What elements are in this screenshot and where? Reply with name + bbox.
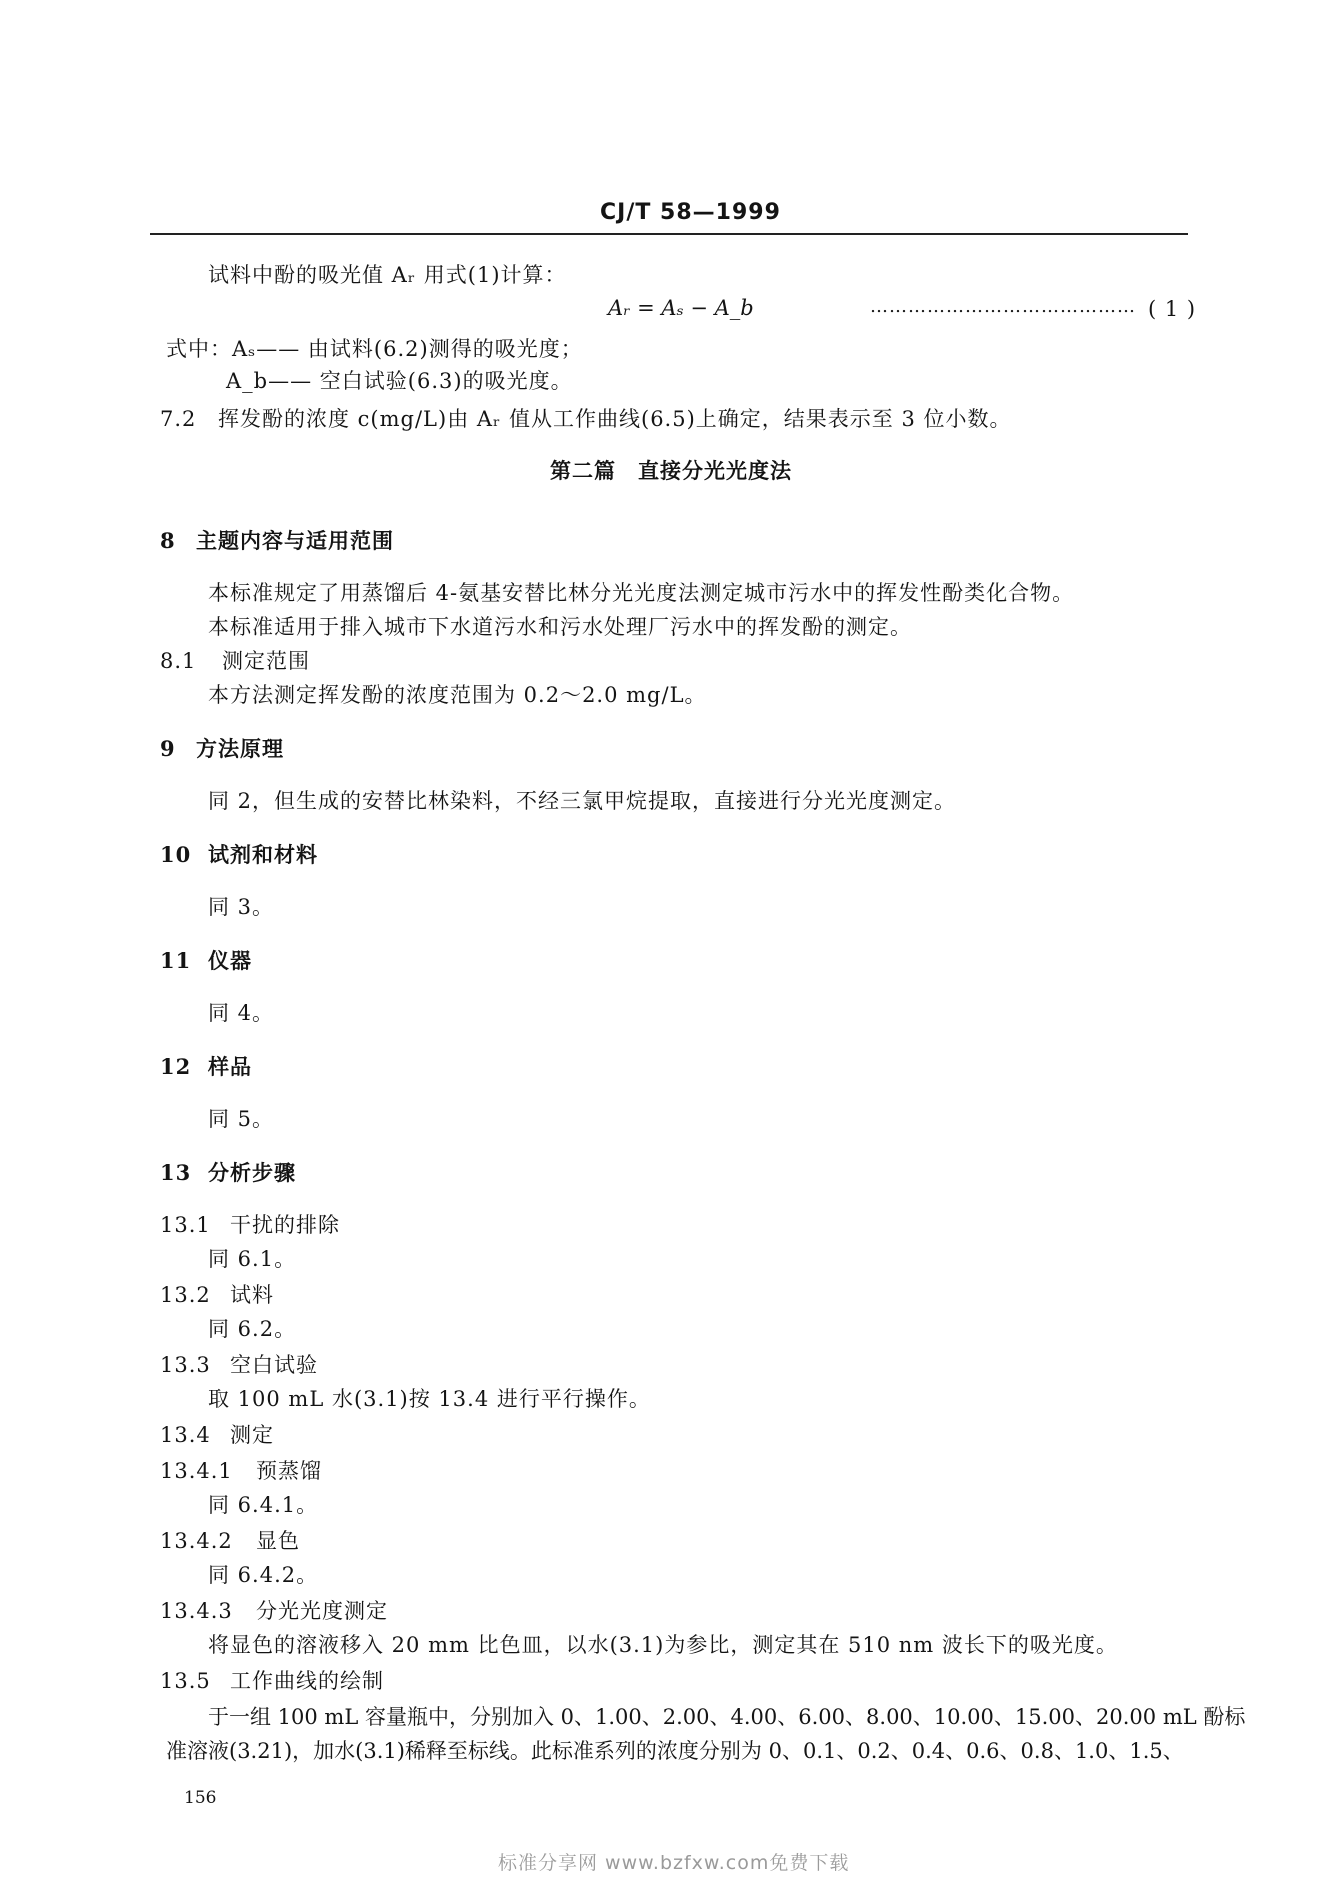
section-13-4-3-text: 将显色的溶液移入 20 mm 比色皿，以水(3.1)为参比，测定其在 510 nm 波长下的吸光度。 bbox=[208, 1633, 1118, 1657]
section-13-4-1-title: 预蒸馏 bbox=[256, 1459, 322, 1483]
section-13-1-text: 同 6.1。 bbox=[208, 1247, 297, 1271]
section-13-4-1-number: 13.4.1 bbox=[160, 1459, 233, 1483]
section-7-2-text: 挥发酚的浓度 c(mg/L)由 Aᵣ 值从工作曲线(6.5)上确定，结果表示至 3 位小数。 bbox=[218, 407, 1012, 431]
section-7-2-number: 7.2 bbox=[160, 407, 197, 431]
section-13-4-2-title: 显色 bbox=[256, 1529, 300, 1553]
section-8-paragraph-2: 本标准适用于排入城市下水道污水和污水处理厂污水中的挥发酚的测定。 bbox=[208, 615, 912, 639]
section-8-1-text: 本方法测定挥发酚的浓度范围为 0.2～2.0 mg/L。 bbox=[208, 683, 707, 707]
section-8-paragraph-1: 本标准规定了用蒸馏后 4-氨基安替比林分光光度法测定城市污水中的挥发性酚类化合物。 bbox=[208, 581, 1075, 605]
formula-leader-dots: …………………………………… bbox=[870, 296, 1136, 317]
section-13-4-3-title: 分光光度测定 bbox=[256, 1599, 388, 1623]
section-9-number: 9 bbox=[160, 736, 176, 761]
section-12-text: 同 5。 bbox=[208, 1107, 275, 1131]
section-13-title: 分析步骤 bbox=[208, 1160, 296, 1185]
section-13-5-line-1: 于一组 100 mL 容量瓶中，分别加入 0、1.00、2.00、4.00、6.00、8.00、10.00、15.00、20.00 mL 酚标 bbox=[208, 1705, 1246, 1729]
formula-where-2: A_b—— 空白试验(6.3)的吸光度。 bbox=[226, 369, 573, 393]
section-10-text: 同 3。 bbox=[208, 895, 275, 919]
section-13-2-text: 同 6.2。 bbox=[208, 1317, 297, 1341]
section-13-3-title: 空白试验 bbox=[230, 1353, 318, 1377]
section-13-4-1-text: 同 6.4.1。 bbox=[208, 1493, 319, 1517]
part-title: 第二篇 直接分光光度法 bbox=[550, 458, 792, 483]
section-10-number: 10 bbox=[160, 842, 192, 867]
section-13-4-2-text: 同 6.4.2。 bbox=[208, 1563, 319, 1587]
header-divider bbox=[150, 233, 1188, 235]
section-13-4-title: 测定 bbox=[230, 1423, 274, 1447]
formula-number: ( 1 ) bbox=[1148, 297, 1197, 321]
section-8-1-number: 8.1 bbox=[160, 649, 197, 673]
section-13-3-text: 取 100 mL 水(3.1)按 13.4 进行平行操作。 bbox=[208, 1387, 651, 1411]
section-13-1-title: 干扰的排除 bbox=[230, 1213, 340, 1237]
formula-intro: 试料中酚的吸光值 Aᵣ 用式(1)计算： bbox=[208, 263, 567, 287]
section-8-number: 8 bbox=[160, 528, 176, 553]
standard-code: CJ/T 58—1999 bbox=[600, 200, 781, 225]
section-8-1-title: 测定范围 bbox=[222, 649, 310, 673]
formula-equation: Aᵣ = Aₛ − A_b bbox=[608, 296, 754, 320]
section-10-title: 试剂和材料 bbox=[208, 842, 318, 867]
section-11-text: 同 4。 bbox=[208, 1001, 275, 1025]
section-13-2-title: 试料 bbox=[230, 1283, 274, 1307]
formula-where-1: 式中：Aₛ—— 由试料(6.2)测得的吸光度； bbox=[166, 337, 583, 361]
section-13-4-3-number: 13.4.3 bbox=[160, 1599, 233, 1623]
section-13-4-number: 13.4 bbox=[160, 1423, 211, 1447]
section-13-number: 13 bbox=[160, 1160, 192, 1185]
section-13-2-number: 13.2 bbox=[160, 1283, 211, 1307]
section-12-title: 样品 bbox=[208, 1054, 252, 1079]
section-13-1-number: 13.1 bbox=[160, 1213, 211, 1237]
section-11-title: 仪器 bbox=[208, 948, 252, 973]
page-number: 156 bbox=[184, 1788, 217, 1808]
section-13-5-number: 13.5 bbox=[160, 1669, 211, 1693]
section-11-number: 11 bbox=[160, 948, 192, 973]
section-9-text: 同 2，但生成的安替比林染料，不经三氯甲烷提取，直接进行分光光度测定。 bbox=[208, 789, 957, 813]
section-13-3-number: 13.3 bbox=[160, 1353, 211, 1377]
section-12-number: 12 bbox=[160, 1054, 192, 1079]
section-8-title: 主题内容与适用范围 bbox=[196, 528, 394, 553]
section-13-5-line-2: 准溶液(3.21)，加水(3.1)稀释至标线。此标准系列的浓度分别为 0、0.1、0.2、0.4、0.6、0.8、1.0、1.5、 bbox=[166, 1739, 1184, 1763]
footer-watermark: 标准分享网 www.bzfxw.com免费下载 bbox=[498, 1852, 850, 1874]
section-13-5-title: 工作曲线的绘制 bbox=[230, 1669, 384, 1693]
section-9-title: 方法原理 bbox=[196, 736, 284, 761]
section-13-4-2-number: 13.4.2 bbox=[160, 1529, 233, 1553]
